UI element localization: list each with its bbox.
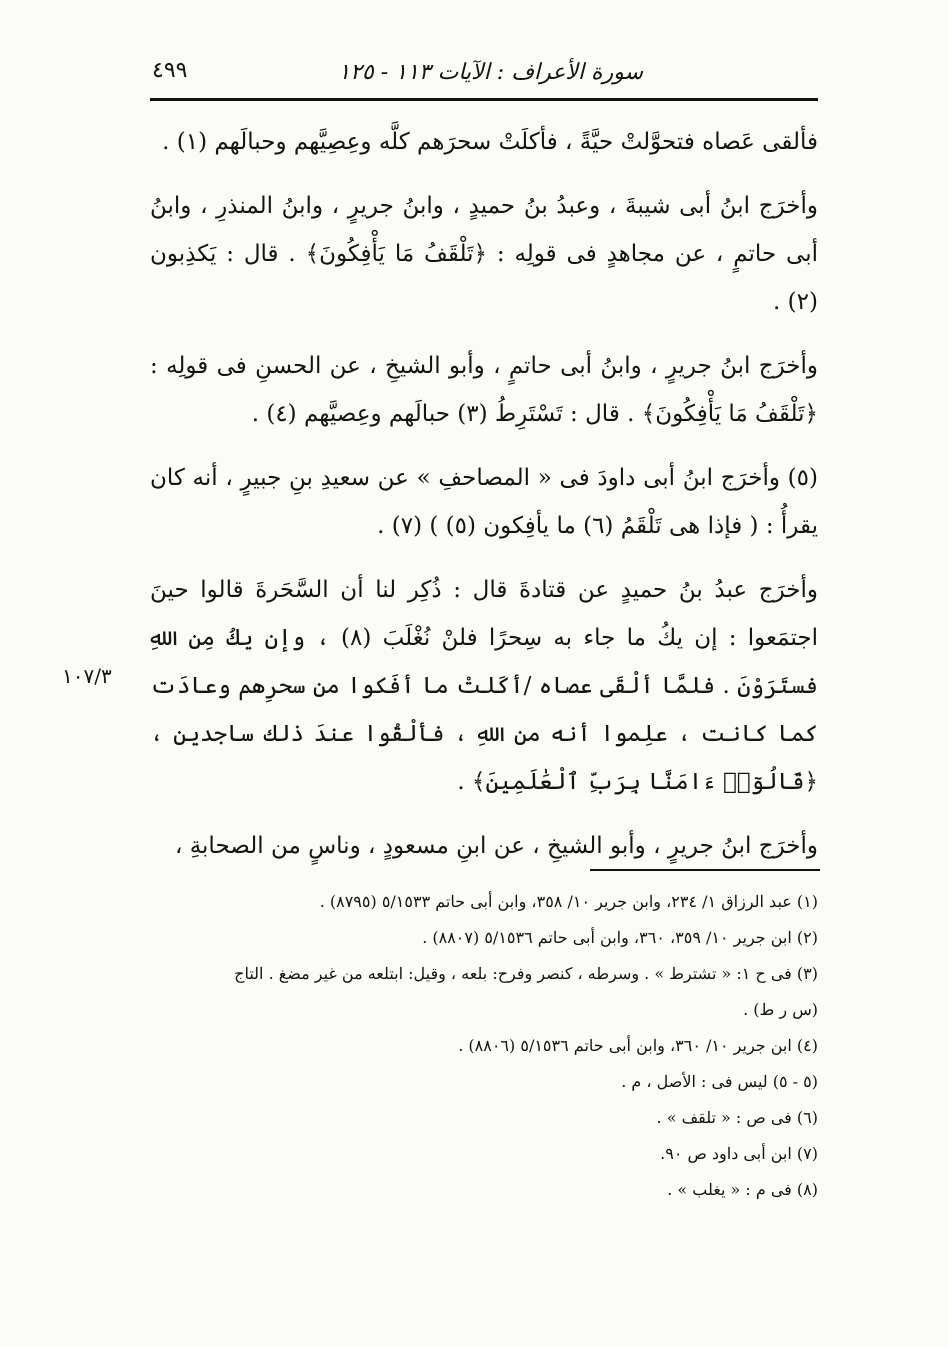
footnote: (٦) فى ص : « تلقف » .	[656, 1108, 818, 1127]
margin-volume-page-reference: ١٠٧/٣	[62, 664, 112, 688]
paragraph: وأخرَج ابنُ أبى شيبةَ ، وعبدُ بنُ حميدٍ ، وابنُ جريرٍ ، وابنُ المنذرِ ، وابنُ أبى حاتمٍ ، عن مجاهدٍ فى قولِه : ﴿تَلْقَفُ مَا يَأْفِكُونَ﴾ . قال : يَكذِبون (٢) .	[150, 193, 818, 315]
footnotes	[150, 884, 818, 1208]
paragraph: فألقى عَصاه فتحوَّلتْ حيَّةً ، فأكلَتْ سحرَهم كلَّه وعِصِيَّهم وحبالَهم (١) .	[162, 129, 818, 155]
page-header	[150, 52, 818, 101]
paragraph: وأخرَج ابنُ جريرٍ ، وابنُ أبى حاتمٍ ، وأبو الشيخِ ، عن الحسنِ فى قولِه : ﴿تَلْقَفُ مَا يَأْفِكُونَ﴾ . قال : تَسْتَرِطُ (٣) حبالَهم وعِصيَّهم (٤) .	[150, 353, 818, 427]
footnote: (٨) فى م : « يغلب » .	[667, 1180, 818, 1199]
paragraph: (٥) وأخرَج ابنُ أبى داودَ فى « المصاحفِ » عن سعيدِ بنِ جبيرٍ ، أنه كان يقرأُ : ( فإذا هى تَلْقَمُ (٦) ما يأفِكون (٥) ) (٧) .	[150, 465, 818, 539]
paragraph: وأخرَج ابنُ جريرٍ ، وأبو الشيخِ ، عن ابنِ مسعودٍ ، وناسٍ من الصحابةِ ،	[174, 833, 818, 859]
footnote-continuation: (س ر ط) .	[743, 1000, 818, 1019]
footnote: (٣) فى ح ١: « تشترط » . وسرطه ، كنصر وفرح: بلعه ، وقيل: ابتلعه من غير مضغ . التاج	[234, 964, 818, 983]
footnote-divider	[590, 869, 820, 871]
paragraph: وأخرَج عبدُ بنُ حميدٍ عن قتادةَ قال : ذُكِر لنا أن السَّحَرةَ قالوا حينَ اجتمَعوا : إن يكُ ما جاء به سِحرًا فلنْ نُغْلَبَ (٨) ، وإن يكُ مِن اللهِ فستَرَوْنَ . فلمَّا ألْقَى عصاه /أكَلتْ ما أفَكوا من سحرِهم وعادَت كما كانت ، علِموا أنه من اللهِ ، فألْقُوا عندَ ذلك ساجدين ، ﴿قَالُوٓا۟ ءَامَنَّا بِرَبِّ ٱلْعَٰلَمِينَ﴾ .	[150, 577, 818, 795]
footnote: (٥ - ٥) ليس فى : الأصل ، م .	[621, 1072, 818, 1091]
footnote: (١) عبد الرزاق ١/ ٢٣٤، وابن جرير ١٠/ ٣٥٨، وابن أبى حاتم ٥/١٥٣٣ (٨٧٩٥) .	[319, 892, 818, 911]
main-text	[150, 118, 818, 886]
footnote: (٢) ابن جرير ١٠/ ٣٥٩، ٣٦٠، وابن أبى حاتم ٥/١٥٣٦ (٨٨٠٧) .	[422, 928, 818, 947]
footnote: (٧) ابن أبى داود ص ٩٠.	[660, 1144, 818, 1163]
footnote: (٤) ابن جرير ١٠/ ٣٦٠، وابن أبى حاتم ٥/١٥٣٦ (٨٨٠٦) .	[458, 1036, 818, 1055]
page-number: ٤٩٩	[152, 58, 188, 83]
running-title: سورة الأعراف : الآيات ١١٣ - ١٢٥	[338, 60, 643, 85]
